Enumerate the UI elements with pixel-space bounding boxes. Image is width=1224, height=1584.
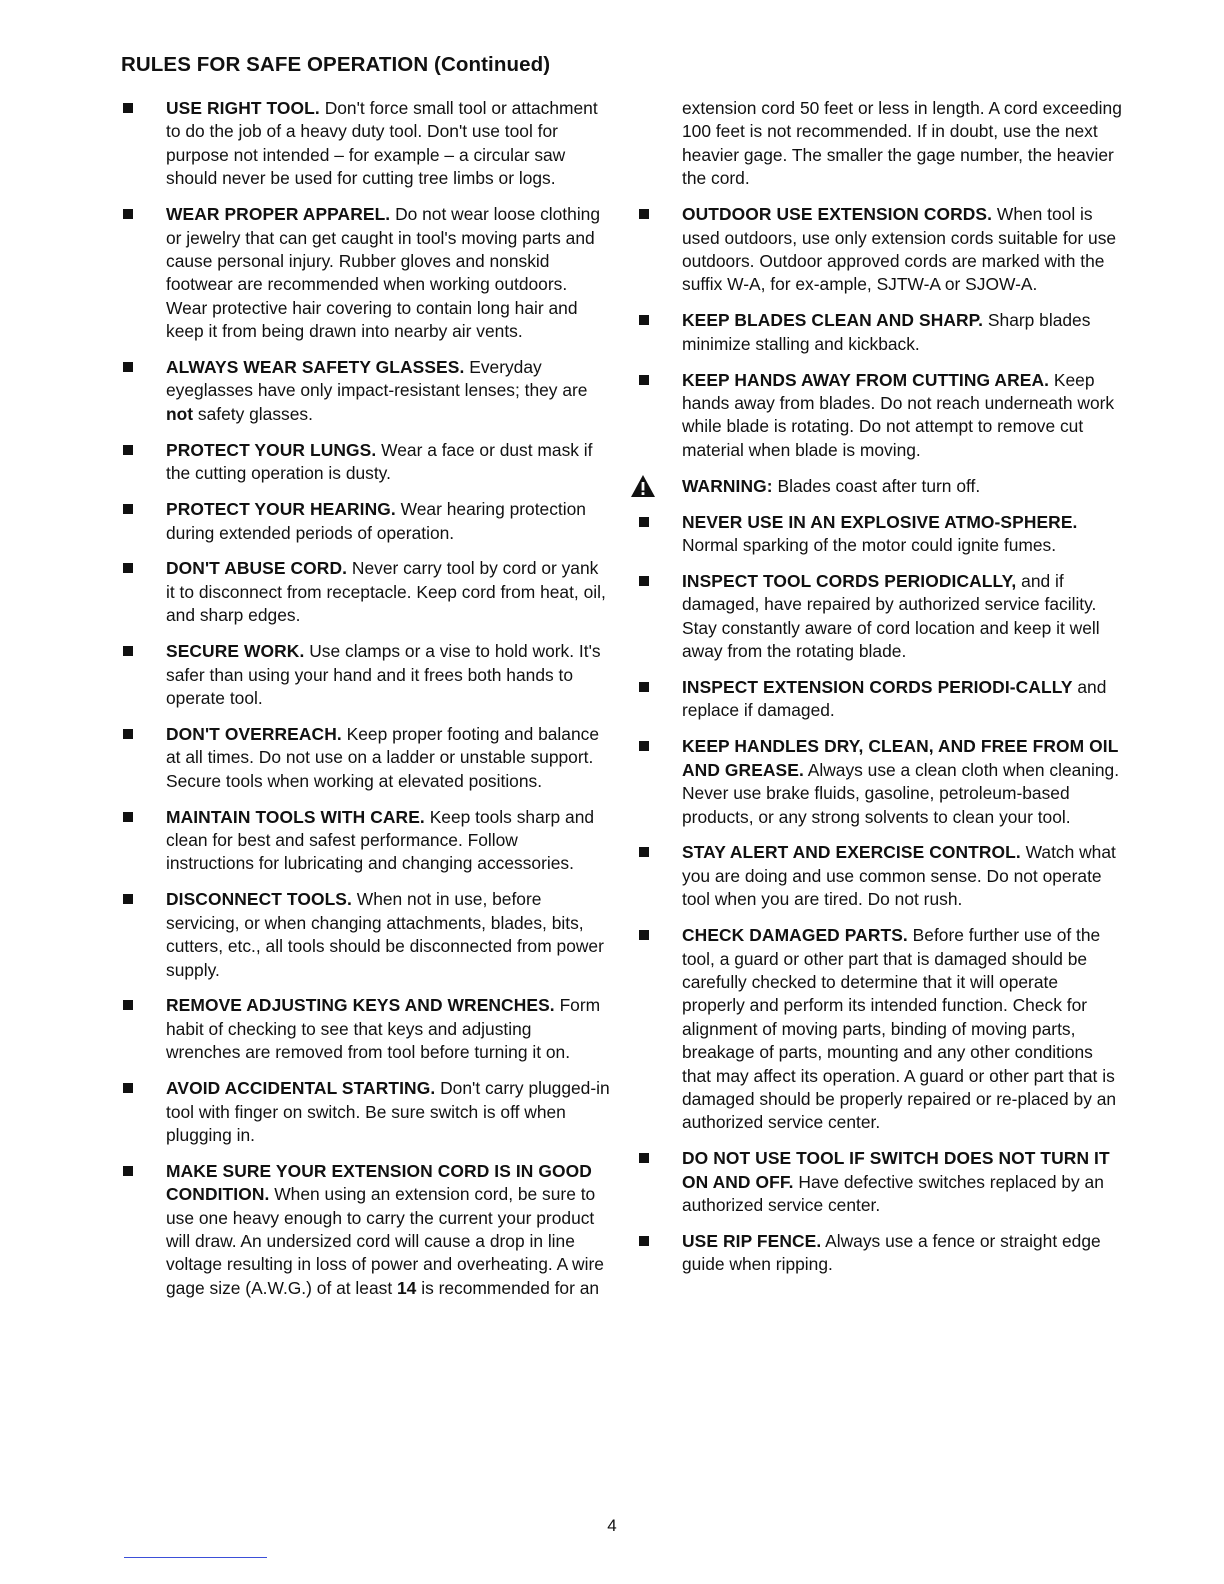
square-bullet-icon [123,563,133,573]
rule-heading: INSPECT TOOL CORDS PERIODICALLY, [682,570,1017,591]
square-bullet-icon [639,1153,649,1163]
rule-body: Normal sparking of the motor could ignite fumes. [682,535,1057,555]
rule-item [636,924,1122,1135]
rule-body: Before further use of the tool, a guard or other part that is damaged should be carefully checked to determine that it will operate properly and perform its intended function. Check for alignment of moving parts, binding of moving parts, breakage of parts, mounting and any other conditions that may affect its operation. A guard or other part that is damaged should be properly repaired or re-placed by an authorized service center. [682,925,1117,1133]
square-bullet-icon [639,517,649,527]
square-bullet-icon [123,209,133,219]
square-bullet-icon [123,103,133,113]
rule-heading: PROTECT YOUR HEARING. [166,499,396,520]
rule-item [636,309,1122,356]
warning-triangle-icon [630,474,656,498]
right-column [636,97,1122,1289]
rule-body: When using an extension cord, be sure to use one heavy enough to carry the current your product will draw. An undersized cord will cause a drop in line voltage resulting in loss of power and overheating. A wire gage size (A.W.G.) of at least [166,1184,604,1298]
rule-body: When not in use, before servicing, or when changing attachments, blades, bits, cutters, etc., all tools should be disconnected from power supply. [166,889,604,980]
square-bullet-icon [123,362,133,372]
rule-body: Don't force small tool or attachment to do the job of a heavy duty tool. Don't use tool for purpose not intended – for example – a circular saw should never be used for cutting tree limbs or logs. [166,98,598,189]
rule-body: Wear hearing protection during extended periods of operation. [166,499,586,543]
square-bullet-icon [639,375,649,385]
square-bullet-icon [123,812,133,822]
rule-heading: MAKE SURE YOUR EXTENSION CORD IS IN GOOD CONDITION. [166,1160,592,1205]
square-bullet-icon [123,1166,133,1176]
rule-body: Keep proper footing and balance at all times. Do not use on a ladder or unstable support. Secure tools when working at elevated positions. [166,723,600,791]
square-bullet-icon [123,445,133,455]
rule-item [636,735,1122,829]
rule-item [120,640,610,710]
rule-body: Use clamps or a vise to hold work. It's safer than using your hand and it frees both hands to operate tool. [166,641,601,708]
rule-body: and replace if damaged. [682,677,1107,721]
rule-heading: PROTECT YOUR LUNGS. [166,439,377,460]
rule-heading: KEEP BLADES CLEAN AND SHARP. [682,310,984,331]
page-number: 4 [607,1516,617,1535]
rule-body: and if damaged, have repaired by authorized service facility. Stay constantly aware of cord location and keep it well away from the rotating blade. [682,570,1100,662]
rule-item [636,841,1122,911]
rule-continuation: extension cord 50 feet or less in length. A cord exceeding 100 feet is not recommended. If in doubt, use the next heavier gage. The smaller the gage number, the heavier the cord. [682,98,1122,189]
rule-body: Form habit of checking to see that keys and adjusting wrenches are removed from tool before turning it on. [166,995,601,1063]
rule-heading: DO NOT USE TOOL IF SWITCH DOES NOT TURN IT ON AND OFF. [682,1148,1110,1192]
rule-heading: REMOVE ADJUSTING KEYS AND WRENCHES. [166,995,555,1016]
rule-emphasis: 14 [397,1277,417,1298]
rule-body: Never carry tool by cord or yank it to disconnect from receptacle. Keep cord from heat, oil, and sharp edges. [166,558,606,626]
rule-heading: AVOID ACCIDENTAL STARTING. [166,1078,436,1099]
footer-rule [124,1557,267,1558]
rule-heading: ALWAYS WEAR SAFETY GLASSES. [166,357,465,378]
rule-item [120,439,610,486]
square-bullet-icon [123,504,133,514]
rule-item [636,511,1122,558]
rule-heading: KEEP HANDS AWAY FROM CUTTING AREA. [682,369,1050,390]
square-bullet-icon [639,847,649,857]
warning-note [636,475,1122,498]
rule-emphasis: not [166,403,194,424]
rule-heading: DON'T ABUSE CORD. [166,558,348,579]
rule-item [120,994,610,1064]
rule-body: Keep tools sharp and clean for best and safest performance. Follow instructions for lubricating and changing accessories. [166,806,595,874]
rule-body: Sharp blades minimize stalling and kickback. [682,310,1091,354]
page-title: RULES FOR SAFE OPERATION (Continued) [121,53,551,76]
rule-heading: STAY ALERT AND EXERCISE CONTROL. [682,842,1021,863]
rule-item [120,1077,610,1147]
rule-heading: SECURE WORK. [166,641,305,662]
rule-body: Always use a fence or straight edge guide when ripping. [682,1231,1101,1275]
rule-body: When tool is used outdoors, use only extension cords suitable for use outdoors. Outdoor approved cords are marked with the suffix W-A, for ex-ample, SJTW-A or SJOW-A. [682,204,1117,295]
rule-body: Watch what you are doing and use common sense. Do not operate tool when you are tired. Do not rush. [682,842,1116,910]
square-bullet-icon [639,741,649,751]
square-bullet-icon [639,930,649,940]
rule-heading: OUTDOOR USE EXTENSION CORDS. [682,204,993,225]
square-bullet-icon [639,209,649,219]
rule-heading: USE RIP FENCE. [682,1231,822,1252]
rule-item [120,806,610,876]
rule-body: Do not wear loose clothing or jewelry that can get caught in tool's moving parts and cause personal injury. Rubber gloves and nonskid footwear are recommended when working outdoors. Wear protective hair covering to contain long hair and keep it from being drawn into nearby air vents. [166,204,601,342]
rule-body: Everyday eyeglasses have only impact-resistant lenses; they are [166,357,588,401]
warning-label: WARNING: [682,475,773,496]
rule-heading: MAINTAIN TOOLS WITH CARE. [166,806,425,827]
rule-item [120,203,610,343]
rule-heading: DON'T OVERREACH. [166,723,342,744]
rule-item [120,498,610,545]
rule-heading: USE RIGHT TOOL. [166,98,320,118]
rule-body: Don't carry plugged-in tool with finger on switch. Be sure switch is off when plugging in. [166,1078,610,1145]
left-column [120,97,610,1313]
rule-body-tail: safety glasses. [197,403,313,424]
rule-item [636,1230,1122,1277]
rule-heading: NEVER USE IN AN EXPLOSIVE ATMO-SPHERE. [682,511,1078,532]
rule-heading: WEAR PROPER APPAREL. [166,204,391,225]
warning-text: Blades coast after turn off. [777,475,981,496]
rule-item [636,369,1122,463]
rule-item [636,1147,1122,1217]
square-bullet-icon [639,682,649,692]
rule-heading: DISCONNECT TOOLS. [166,889,352,910]
rule-item [120,356,610,426]
rule-heading: KEEP HANDLES DRY, CLEAN, AND FREE FROM OIL AND GREASE. [682,736,1119,780]
rule-item [636,203,1122,297]
rule-body-tail: is recommended for an [421,1277,600,1298]
rule-heading: INSPECT EXTENSION CORDS PERIODI-CALLY [682,677,1073,698]
square-bullet-icon [123,1083,133,1093]
rule-body: Always use a clean cloth when cleaning. Never use brake fluids, gasoline, petroleum-based products, or any strong solvents to clean your tool. [682,759,1120,827]
square-bullet-icon [123,1000,133,1010]
rule-heading: CHECK DAMAGED PARTS. [682,925,908,946]
rule-item [120,1160,610,1300]
rule-item [636,676,1122,723]
square-bullet-icon [123,729,133,739]
rule-item [120,888,610,982]
rule-item [120,723,610,793]
rule-item [120,97,610,191]
square-bullet-icon [639,1236,649,1246]
square-bullet-icon [639,576,649,586]
rule-item [120,557,610,627]
rule-body: Wear a face or dust mask if the cutting operation is dusty. [166,439,593,484]
rule-body: Have defective switches replaced by an authorized service center. [682,1171,1104,1216]
square-bullet-icon [123,894,133,904]
square-bullet-icon [639,315,649,325]
rule-body: Keep hands away from blades. Do not reach underneath work while blade is rotating. Do not attempt to remove cut material when blade is moving. [682,369,1115,460]
square-bullet-icon [123,646,133,656]
rule-item [636,570,1122,664]
